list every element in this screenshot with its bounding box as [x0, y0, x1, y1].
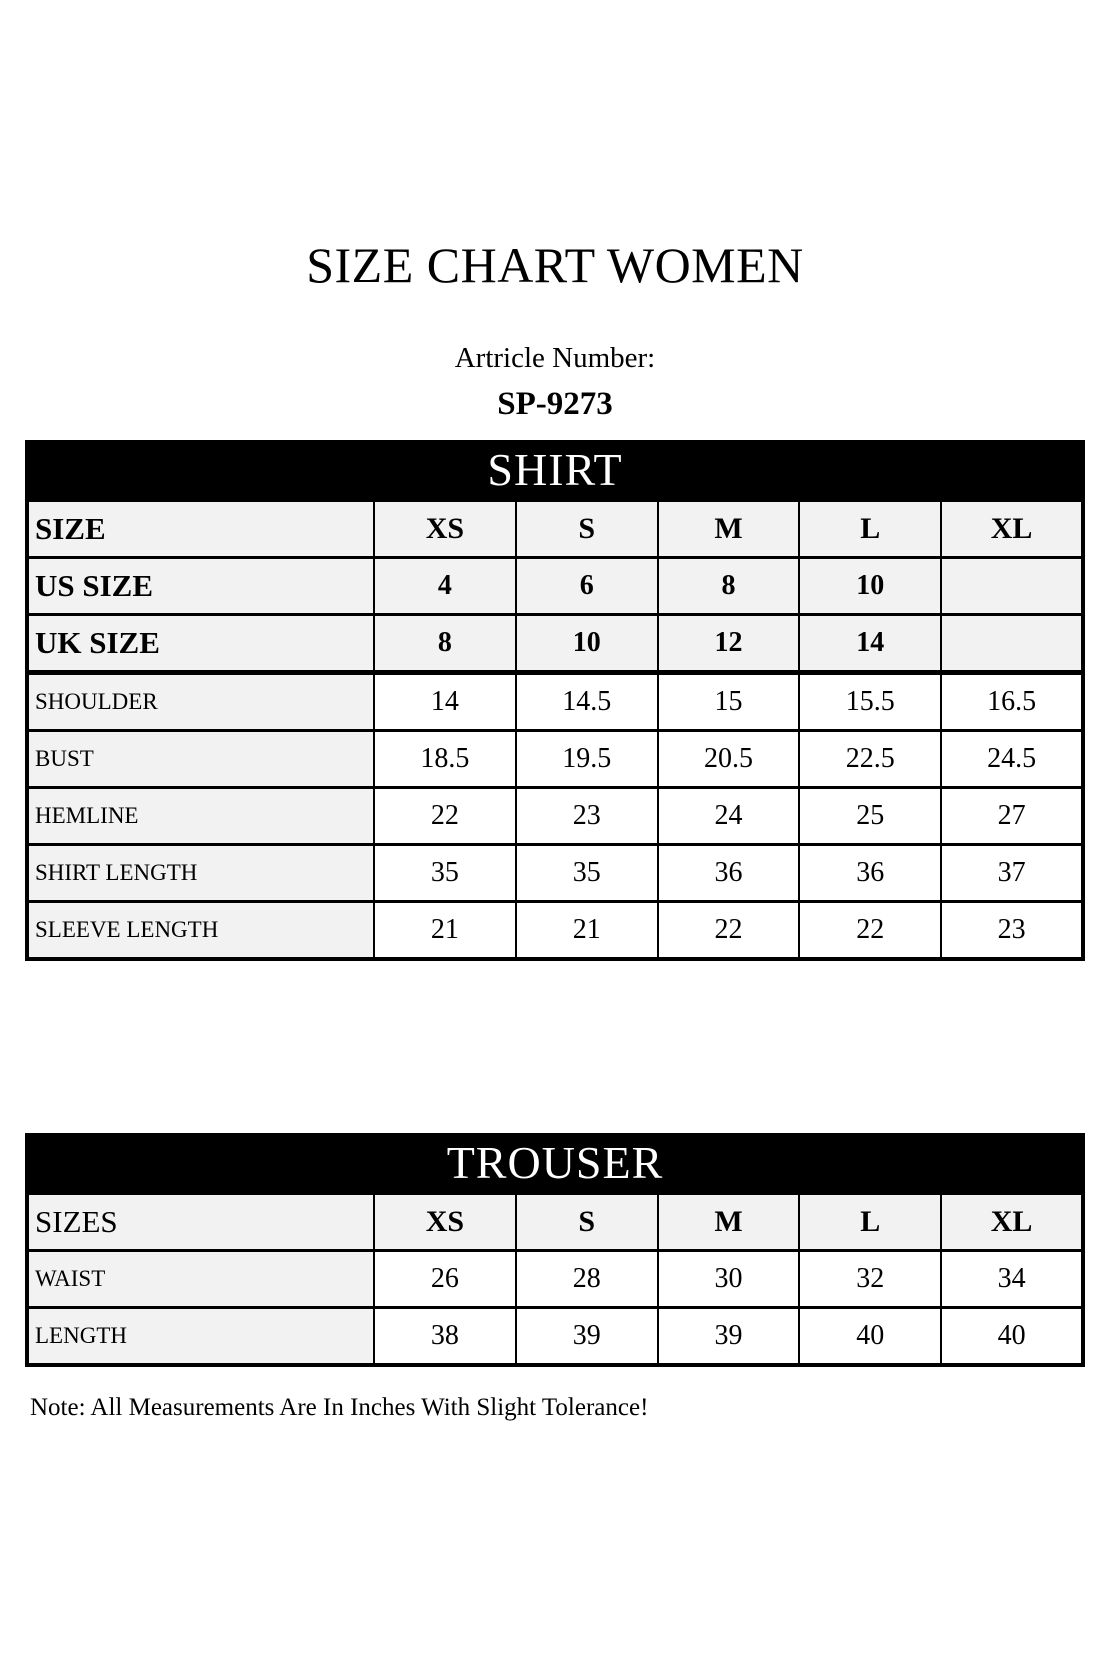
article-number-label: Artricle Number:	[454, 342, 656, 374]
row-label: UK SIZE	[27, 615, 374, 673]
value-cell: 22	[658, 902, 800, 960]
value-cell: 40	[799, 1308, 941, 1366]
value-cell: 35	[374, 845, 516, 902]
value-cell: 24	[658, 788, 800, 845]
row-label: LENGTH	[27, 1308, 374, 1366]
value-cell: 26	[374, 1251, 516, 1308]
row-label: SHIRT LENGTH	[27, 845, 374, 902]
column-header-size: SIZE	[27, 500, 374, 558]
row-label: WAIST	[27, 1251, 374, 1308]
value-cell: 15.5	[799, 673, 941, 731]
value-cell: 14.5	[516, 673, 658, 731]
column-header-m: M	[658, 1193, 800, 1251]
row-label: SLEEVE LENGTH	[27, 902, 374, 960]
value-cell: 22	[374, 788, 516, 845]
value-cell: 38	[374, 1308, 516, 1366]
value-cell: 16.5	[941, 673, 1083, 731]
column-header-l: L	[799, 1193, 941, 1251]
table-row	[27, 615, 1083, 673]
column-header-xs: XS	[374, 500, 516, 558]
table-row	[27, 500, 1083, 558]
article-number: SP-9273	[497, 386, 613, 422]
column-header-l: L	[799, 500, 941, 558]
value-cell: 23	[941, 902, 1083, 960]
value-cell	[941, 615, 1083, 673]
value-cell: 18.5	[374, 731, 516, 788]
row-label: BUST	[27, 731, 374, 788]
table-row	[27, 902, 1083, 960]
value-cell: 22.5	[799, 731, 941, 788]
note-text: Note: All Measurements Are In Inches With Slight Tolerance!	[30, 1394, 649, 1421]
value-cell: 4	[374, 558, 516, 615]
shirt-table-title-band: SHIRT	[25, 440, 1085, 498]
value-cell: 25	[799, 788, 941, 845]
table-row	[27, 788, 1083, 845]
value-cell: 14	[799, 615, 941, 673]
trouser-table-section	[25, 1133, 1085, 1367]
value-cell: 36	[658, 845, 800, 902]
value-cell: 14	[374, 673, 516, 731]
value-cell: 35	[516, 845, 658, 902]
value-cell: 15	[658, 673, 800, 731]
row-label: SHOULDER	[27, 673, 374, 731]
value-cell: 8	[658, 558, 800, 615]
value-cell: 23	[516, 788, 658, 845]
column-header-xl: XL	[941, 1193, 1083, 1251]
shirt-table-section	[25, 440, 1085, 961]
value-cell: 36	[799, 845, 941, 902]
value-cell: 39	[658, 1308, 800, 1366]
value-cell: 39	[516, 1308, 658, 1366]
value-cell: 24.5	[941, 731, 1083, 788]
value-cell: 32	[799, 1251, 941, 1308]
table-row	[27, 558, 1083, 615]
value-cell: 8	[374, 615, 516, 673]
table-row	[27, 845, 1083, 902]
value-cell: 37	[941, 845, 1083, 902]
column-header-m: M	[658, 500, 800, 558]
column-header-xs: XS	[374, 1193, 516, 1251]
shirt-table	[25, 498, 1085, 961]
row-label: US SIZE	[27, 558, 374, 615]
row-label: HEMLINE	[27, 788, 374, 845]
value-cell: 27	[941, 788, 1083, 845]
table-row	[27, 673, 1083, 731]
value-cell: 22	[799, 902, 941, 960]
value-cell: 12	[658, 615, 800, 673]
value-cell: 34	[941, 1251, 1083, 1308]
value-cell: 21	[374, 902, 516, 960]
trouser-table	[25, 1191, 1085, 1367]
column-header-sizes: SIZES	[27, 1193, 374, 1251]
page-title: SIZE CHART WOMEN	[306, 237, 804, 293]
value-cell: 20.5	[658, 731, 800, 788]
value-cell: 6	[516, 558, 658, 615]
table-row	[27, 731, 1083, 788]
table-row	[27, 1251, 1083, 1308]
trouser-table-title-band: TROUSER	[25, 1133, 1085, 1191]
column-header-s: S	[516, 500, 658, 558]
value-cell: 19.5	[516, 731, 658, 788]
value-cell: 10	[516, 615, 658, 673]
table-row	[27, 1308, 1083, 1366]
value-cell: 30	[658, 1251, 800, 1308]
value-cell: 40	[941, 1308, 1083, 1366]
table-row	[27, 1193, 1083, 1251]
value-cell	[941, 558, 1083, 615]
column-header-s: S	[516, 1193, 658, 1251]
value-cell: 10	[799, 558, 941, 615]
value-cell: 28	[516, 1251, 658, 1308]
value-cell: 21	[516, 902, 658, 960]
column-header-xl: XL	[941, 500, 1083, 558]
